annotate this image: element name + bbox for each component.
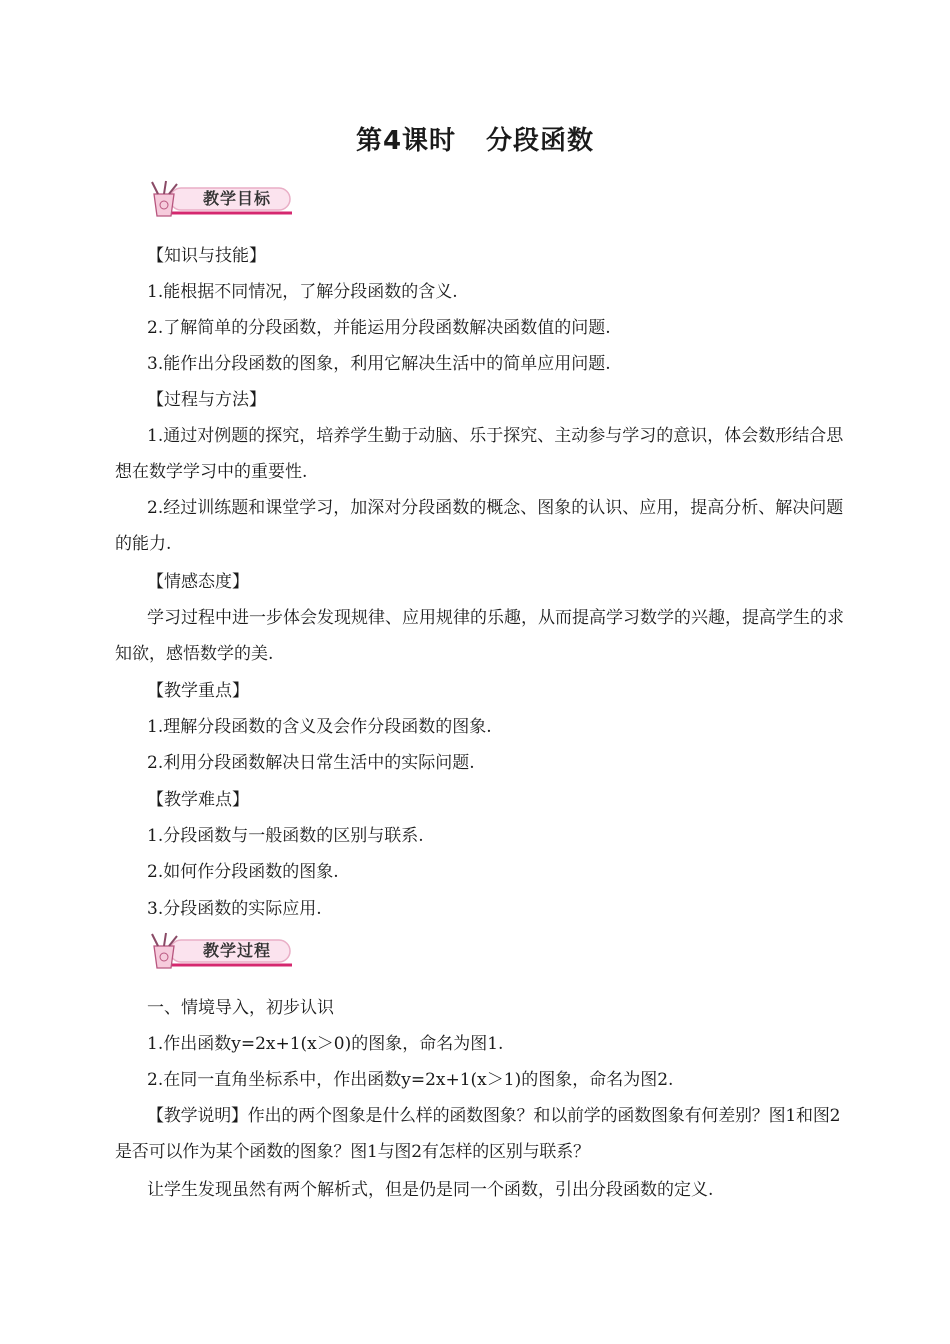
lesson-conclusion: 让学生发现虽然有两个解析式，但是仍是同一个函数，引出分段函数的定义. [147, 1180, 714, 1200]
knowledge-item-3: 3.能作出分段函数的图象，利用它解决生活中的简单应用问题. [147, 354, 611, 374]
difficult-heading: 【教学难点】 [147, 790, 249, 810]
section-1-heading: 一、情境导入，初步认识 [147, 998, 334, 1018]
process-item-1: 1.通过对例题的探究，培养学生勤于动脑、乐于探究、主动参与学习的意识，体会数形结合思想在数学学习中的重要性. [115, 426, 844, 482]
section-badge-process [140, 932, 295, 972]
badge-process-label: 教学过程 [202, 941, 271, 960]
difficult-item-1: 1.分段函数与一般函数的区别与联系. [147, 826, 424, 846]
teaching-note: 【教学说明】作出的两个图象是什么样的函数图象？和以前学的函数图象有何差别？图1和图2是否可以作为某个函数的图象？图1与图2有怎样的区别与联系？ [115, 1106, 841, 1162]
knowledge-heading: 【知识与技能】 [147, 246, 266, 266]
difficult-item-2: 2.如何作分段函数的图象. [147, 862, 339, 882]
process-heading: 【过程与方法】 [147, 390, 266, 410]
page-title [0, 120, 950, 157]
knowledge-item-1: 1.能根据不同情况，了解分段函数的含义. [147, 282, 458, 302]
emotion-text: 学习过程中进一步体会发现规律、应用规律的乐趣，从而提高学习数学的兴趣，提高学生的求知欲，感悟数学的美. [115, 608, 844, 664]
section-badge-goals [140, 180, 295, 220]
title-lesson-number: 第4课时 [355, 126, 457, 156]
badge-goals-label: 教学目标 [202, 189, 271, 208]
difficult-item-3: 3.分段函数的实际应用. [147, 899, 322, 919]
key-item-1: 1.理解分段函数的含义及会作分段函数的图象. [147, 717, 492, 737]
process-item-2: 2.经过训练题和课堂学习，加深对分段函数的概念、图象的认识、应用，提高分析、解决问题的能力. [115, 498, 844, 554]
lesson-step-1: 1.作出函数y=2x+1(x＞0)的图象，命名为图1. [147, 1034, 504, 1054]
key-item-2: 2.利用分段函数解决日常生活中的实际问题. [147, 753, 475, 773]
title-topic: 分段函数 [486, 126, 595, 156]
lesson-step-2: 2.在同一直角坐标系中，作出函数y=2x+1(x＞1)的图象，命名为图2. [147, 1070, 674, 1090]
emotion-heading: 【情感态度】 [147, 572, 249, 592]
key-heading: 【教学重点】 [147, 681, 249, 701]
knowledge-item-2: 2.了解简单的分段函数，并能运用分段函数解决函数值的问题. [147, 318, 611, 338]
